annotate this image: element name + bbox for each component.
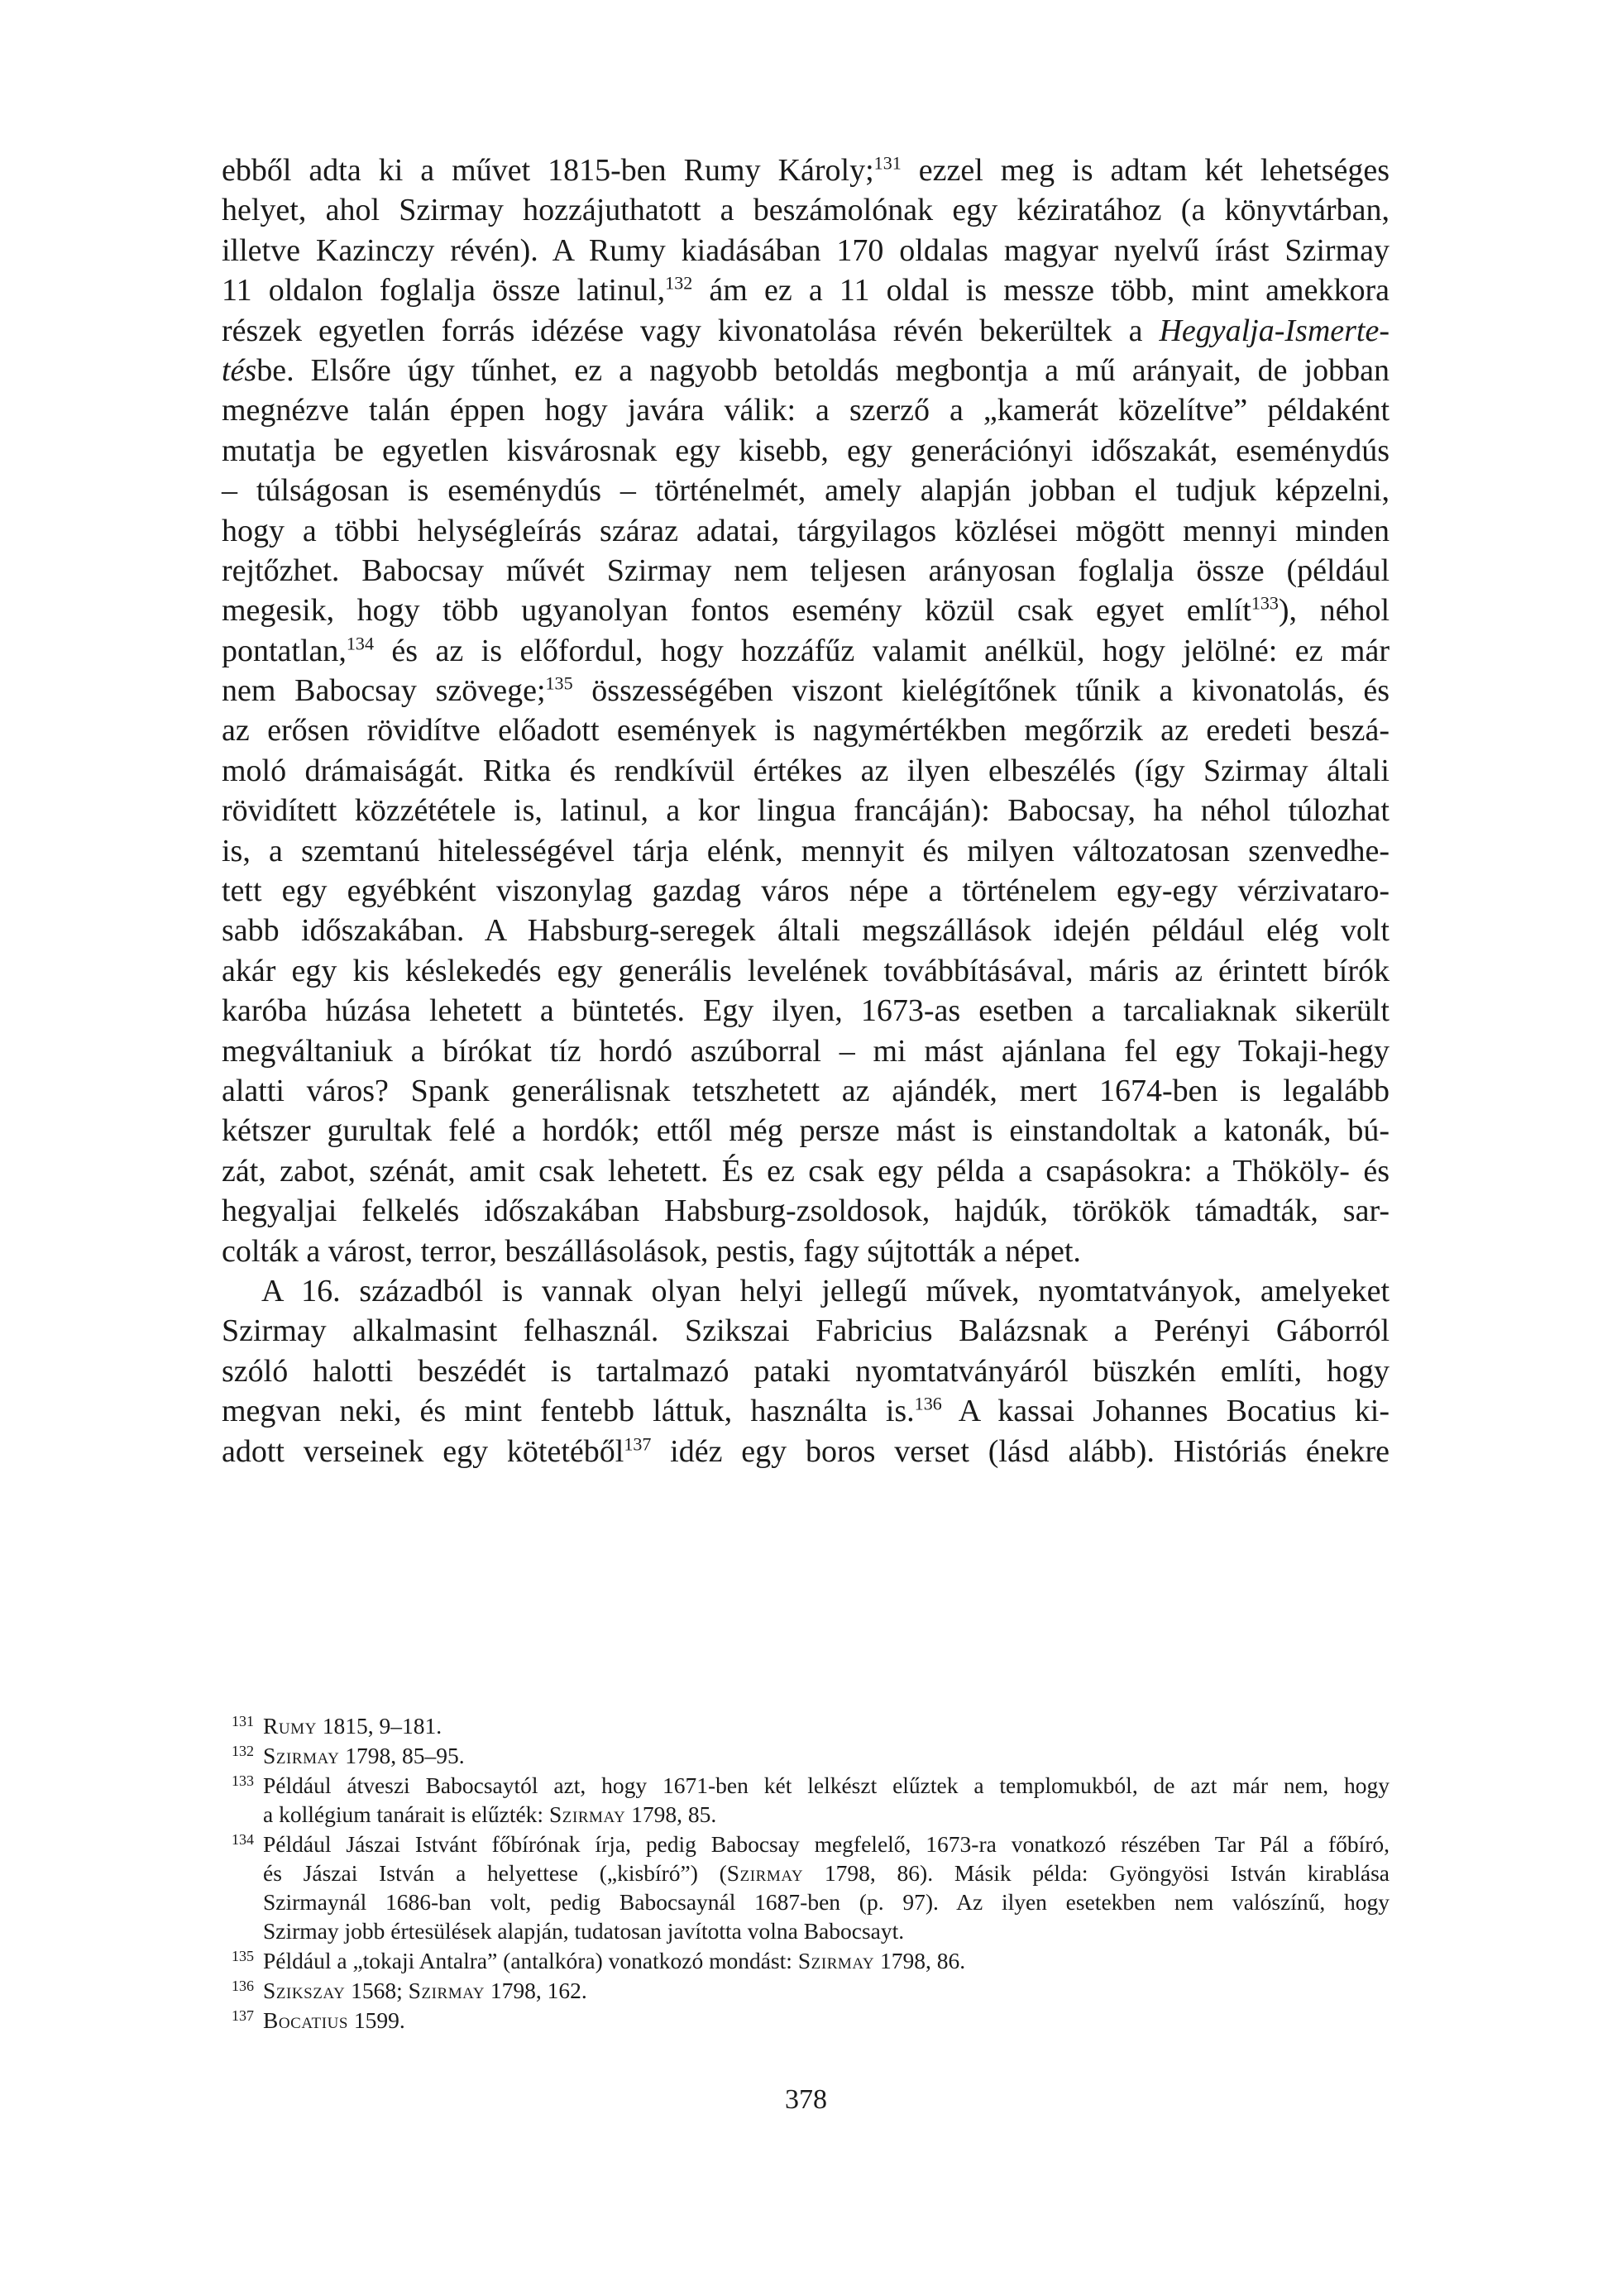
author-name: Bocatius bbox=[263, 2007, 348, 2033]
text-line bbox=[222, 1432, 1390, 1471]
footnote bbox=[222, 1711, 1390, 1740]
footnote-number: 134 bbox=[232, 1831, 254, 1848]
text-line bbox=[222, 1271, 1390, 1311]
text-run: Például a „tokaji Antalra” (antalkóra) vonatkozó mondást: bbox=[263, 1948, 798, 1973]
text-run: Szirmaynál 1686-ban volt, pedig Babocsaynál 1687-ben (p. 97). Az ilyen esetekben nem valószínű, hogy bbox=[263, 1889, 1390, 1915]
footnote-number: 136 bbox=[232, 1978, 254, 1994]
text-line bbox=[222, 351, 1390, 390]
text-line bbox=[222, 1311, 1390, 1351]
text-line bbox=[222, 471, 1390, 510]
text-line bbox=[222, 1111, 1390, 1150]
text-run: moló drámaiságát. Ritka és rendkívül értékes az ilyen elbeszélés (így Szirmay általi bbox=[222, 753, 1390, 788]
footnotes bbox=[222, 1711, 1390, 2035]
author-name: Szikszay bbox=[263, 1978, 346, 2003]
footnote-reference: 131 bbox=[873, 152, 902, 174]
text-run: 1798, 85. bbox=[625, 1801, 717, 1827]
text-line bbox=[222, 431, 1390, 471]
footnote-line bbox=[263, 2006, 1390, 2035]
text-line bbox=[222, 710, 1390, 750]
footnote-line bbox=[263, 1711, 1390, 1740]
text-run: helyet, ahol Szirmay hozzájuthatott a beszámolónak egy kéziratához (a könyvtárban, bbox=[222, 193, 1390, 228]
text-run: nem Babocsay szövege; bbox=[222, 673, 546, 709]
text-run: colták a várost, terror, beszállásolások, pestis, fagy sújtották a népet. bbox=[222, 1233, 1081, 1269]
text-run: ebből adta ki a művet 1815-ben Rumy Károly; bbox=[222, 153, 874, 188]
author-name: Szirmay bbox=[548, 1801, 626, 1827]
text-line bbox=[222, 591, 1390, 630]
text-line bbox=[222, 151, 1390, 190]
footnote-reference: 132 bbox=[665, 272, 693, 294]
text-run: 1798, 85–95. bbox=[339, 1743, 465, 1768]
text-line bbox=[222, 1031, 1390, 1071]
author-name: Rumy bbox=[263, 1713, 317, 1739]
footnote-reference: 133 bbox=[1251, 592, 1279, 614]
author-name: Szirmay bbox=[797, 1948, 875, 1973]
text-run: be. Elsőre úgy tűnhet, ez a nagyobb betoldás megbontja a mű arányait, de jobban bbox=[256, 352, 1390, 388]
text-line bbox=[222, 791, 1390, 830]
footnote-reference: 134 bbox=[346, 633, 374, 654]
text-run: idéz egy boros verset (lásd alább). Históriás énekre bbox=[651, 1433, 1390, 1469]
text-line bbox=[222, 231, 1390, 270]
text-run: és az is előfordul, hogy hozzáfűz valamit anélkül, hogy jelölné: ez már bbox=[373, 633, 1390, 668]
footnote-number: 131 bbox=[232, 1713, 254, 1729]
italic-title: Hegyalja-Ismerte- bbox=[1159, 313, 1390, 348]
footnote bbox=[222, 1976, 1390, 2005]
text-line bbox=[222, 1391, 1390, 1431]
text-run: ám ez a 11 oldal is messze több, mint amekkora bbox=[692, 273, 1390, 309]
text-run: szóló halotti beszédét is tartalmazó pataki nyomtatványáról büszkén említi, hogy bbox=[222, 1353, 1390, 1389]
text-run: a kollégium tanárait is elűzték: bbox=[263, 1801, 549, 1827]
text-line bbox=[222, 631, 1390, 671]
text-run: tett egy egyébként viszonylag gazdag város népe a történelem egy-egy vérzivataro- bbox=[222, 873, 1390, 909]
footnote-number: 132 bbox=[232, 1743, 254, 1759]
footnote-line bbox=[263, 1830, 1390, 1858]
text-run: és Jászai István a helyettese („kisbíró”) ( bbox=[263, 1860, 727, 1886]
text-run: megvan neki, és mint fentebb láttuk, használta is. bbox=[222, 1394, 915, 1429]
text-run: Szirmay jobb értesülések alapján, tudatosan javította volna Babocsayt. bbox=[263, 1918, 905, 1944]
text-line bbox=[222, 1191, 1390, 1231]
page-number: 378 bbox=[785, 2084, 827, 2115]
text-run: megnézve talán éppen hogy javára válik: a szerző a „kamerát közelítve” példaként bbox=[222, 393, 1390, 428]
text-run: hogy a többi helységleírás száraz adatai, tárgyilagos közlései mögött mennyi minden bbox=[222, 513, 1390, 548]
footnote-line bbox=[263, 1887, 1390, 1916]
text-run: sabb időszakában. A Habsburg-seregek általi megszállások idején például elég volt bbox=[222, 913, 1390, 949]
text-run: ezzel meg is adtam két lehetséges bbox=[901, 153, 1390, 188]
footnote bbox=[222, 1946, 1390, 1975]
footnote-line bbox=[263, 1858, 1390, 1887]
footnote-line bbox=[263, 1771, 1390, 1800]
text-line bbox=[222, 511, 1390, 551]
main-text bbox=[222, 151, 1390, 1471]
footnote-reference: 137 bbox=[624, 1433, 652, 1454]
text-run: megesik, hogy több ugyanolyan fontos esemény közül csak egyet említ bbox=[222, 593, 1251, 629]
text-run: Például átveszi Babocsaytól azt, hogy 1671-ben két lelkészt elűztek a templomukból, de azt már nem, hogy bbox=[263, 1772, 1390, 1798]
author-name: Szirmay bbox=[408, 1978, 485, 2003]
text-line bbox=[222, 270, 1390, 310]
text-run: Például Jászai Istvánt főbírónak írja, pedig Babocsay megfelelő, 1673-ra vonatkozó részében Tar Pál a főbíró, bbox=[263, 1831, 1390, 1857]
text-run: akár egy kis késlekedés egy generális levelének továbbításával, máris az érintett bírók bbox=[222, 953, 1390, 988]
footnote-number: 137 bbox=[232, 2007, 254, 2024]
text-run: 1815, 9–181. bbox=[316, 1713, 442, 1739]
text-run: kétszer gurultak felé a hordók; ettől még persze mást is einstandoltak a katonák, bú- bbox=[222, 1113, 1390, 1149]
text-run: 11 oldalon foglalja össze latinul, bbox=[222, 273, 666, 309]
text-run: pontatlan, bbox=[222, 633, 347, 668]
text-line bbox=[222, 1151, 1390, 1191]
text-line bbox=[222, 390, 1390, 430]
text-run: az erősen rövidítve előadott események is nagymértékben megőrzik az eredeti beszá- bbox=[222, 713, 1390, 749]
text-line bbox=[222, 871, 1390, 911]
footnote-line bbox=[263, 1741, 1390, 1770]
text-line bbox=[222, 751, 1390, 791]
footnote-number: 135 bbox=[232, 1948, 254, 1964]
text-run: összességében viszont kielégítőnek tűnik a kivonatolás, és bbox=[572, 673, 1390, 709]
text-line bbox=[222, 951, 1390, 991]
footnote bbox=[222, 1741, 1390, 1770]
text-line bbox=[222, 991, 1390, 1031]
text-run: 1798, 86). Másik példa: Gyöngyösi István kirablása bbox=[803, 1860, 1390, 1886]
footnote-line bbox=[263, 1800, 1390, 1829]
text-run: karóba húzása lehetett a büntetés. Egy ilyen, 1673-as esetben a tarcaliaknak sikerült bbox=[222, 993, 1390, 1029]
footnote-reference: 136 bbox=[914, 1393, 942, 1414]
text-run: is, a szemtanú hitelességével tárja elénk, mennyit és milyen változatosan szenvedhe- bbox=[222, 833, 1390, 868]
footnote bbox=[222, 1830, 1390, 1945]
author-name: Szirmay bbox=[726, 1860, 804, 1886]
text-run: Szirmay alkalmasint felhasznál. Szikszai Fabricius Balázsnak a Perényi Gáborról bbox=[222, 1313, 1390, 1349]
text-line bbox=[222, 1232, 1390, 1271]
text-run: megváltaniuk a bírókat tíz hordó aszúborral – mi mást ajánlana fel egy Tokaji-hegy bbox=[222, 1033, 1390, 1069]
text-run: A 16. századból is vannak olyan helyi jellegű művek, nyomtatványok, amelyeket bbox=[261, 1273, 1390, 1308]
footnote-line bbox=[263, 1976, 1390, 2005]
text-line bbox=[222, 1071, 1390, 1111]
footnote bbox=[222, 1771, 1390, 1829]
text-run: alatti város? Spank generálisnak tetszhetett az ajándék, mert 1674-ben is legalább bbox=[222, 1073, 1390, 1108]
text-run: rejtőzhet. Babocsay művét Szirmay nem teljesen arányosan foglalja össze (például bbox=[222, 552, 1390, 588]
text-run: hegyaljai felkelés időszakában Habsburg-zsoldosok, hajdúk, törökök támadták, sar- bbox=[222, 1193, 1390, 1229]
text-line bbox=[222, 831, 1390, 871]
text-line bbox=[222, 311, 1390, 351]
text-line bbox=[222, 911, 1390, 950]
italic-title: tés bbox=[222, 352, 257, 388]
footnote-reference: 135 bbox=[545, 672, 573, 694]
text-run: zát, zabot, szénát, amit csak lehetett. És ez csak egy példa a csapásokra: a Thököly- és bbox=[222, 1153, 1390, 1189]
author-name: Szirmay bbox=[263, 1743, 340, 1768]
footnote-line bbox=[263, 1916, 1390, 1945]
text-run: adott verseinek egy kötetéből bbox=[222, 1433, 624, 1469]
footnote-line bbox=[263, 1946, 1390, 1975]
text-run: részek egyetlen forrás idézése vagy kivonatolása révén bekerültek a bbox=[222, 313, 1160, 348]
footnote bbox=[222, 2006, 1390, 2035]
text-run: illetve Kazinczy révén). A Rumy kiadásában 170 oldalas magyar nyelvű írást Szirmay bbox=[222, 232, 1390, 268]
text-run: rövidített közzététele is, latinul, a kor lingua francáján): Babocsay, ha néhol túlozhat bbox=[222, 793, 1390, 829]
text-run: mutatja be egyetlen kisvárosnak egy kisebb, egy generációnyi időszakát, eseménydús bbox=[222, 433, 1390, 468]
text-run: 1599. bbox=[347, 2007, 405, 2033]
text-run: 1798, 162. bbox=[484, 1978, 587, 2003]
text-run: – túlságosan is eseménydús – történelmét, amely alapján jobban el tudjuk képzelni, bbox=[222, 473, 1390, 509]
text-line bbox=[222, 671, 1390, 710]
text-line bbox=[222, 551, 1390, 591]
footnote-number: 133 bbox=[232, 1772, 254, 1789]
text-line bbox=[222, 190, 1390, 230]
text-run: A kassai Johannes Bocatius ki- bbox=[941, 1394, 1390, 1429]
text-run: ), néhol bbox=[1278, 593, 1390, 629]
text-line bbox=[222, 1351, 1390, 1391]
text-run: 1568; bbox=[345, 1978, 409, 2003]
text-run: 1798, 86. bbox=[874, 1948, 966, 1973]
